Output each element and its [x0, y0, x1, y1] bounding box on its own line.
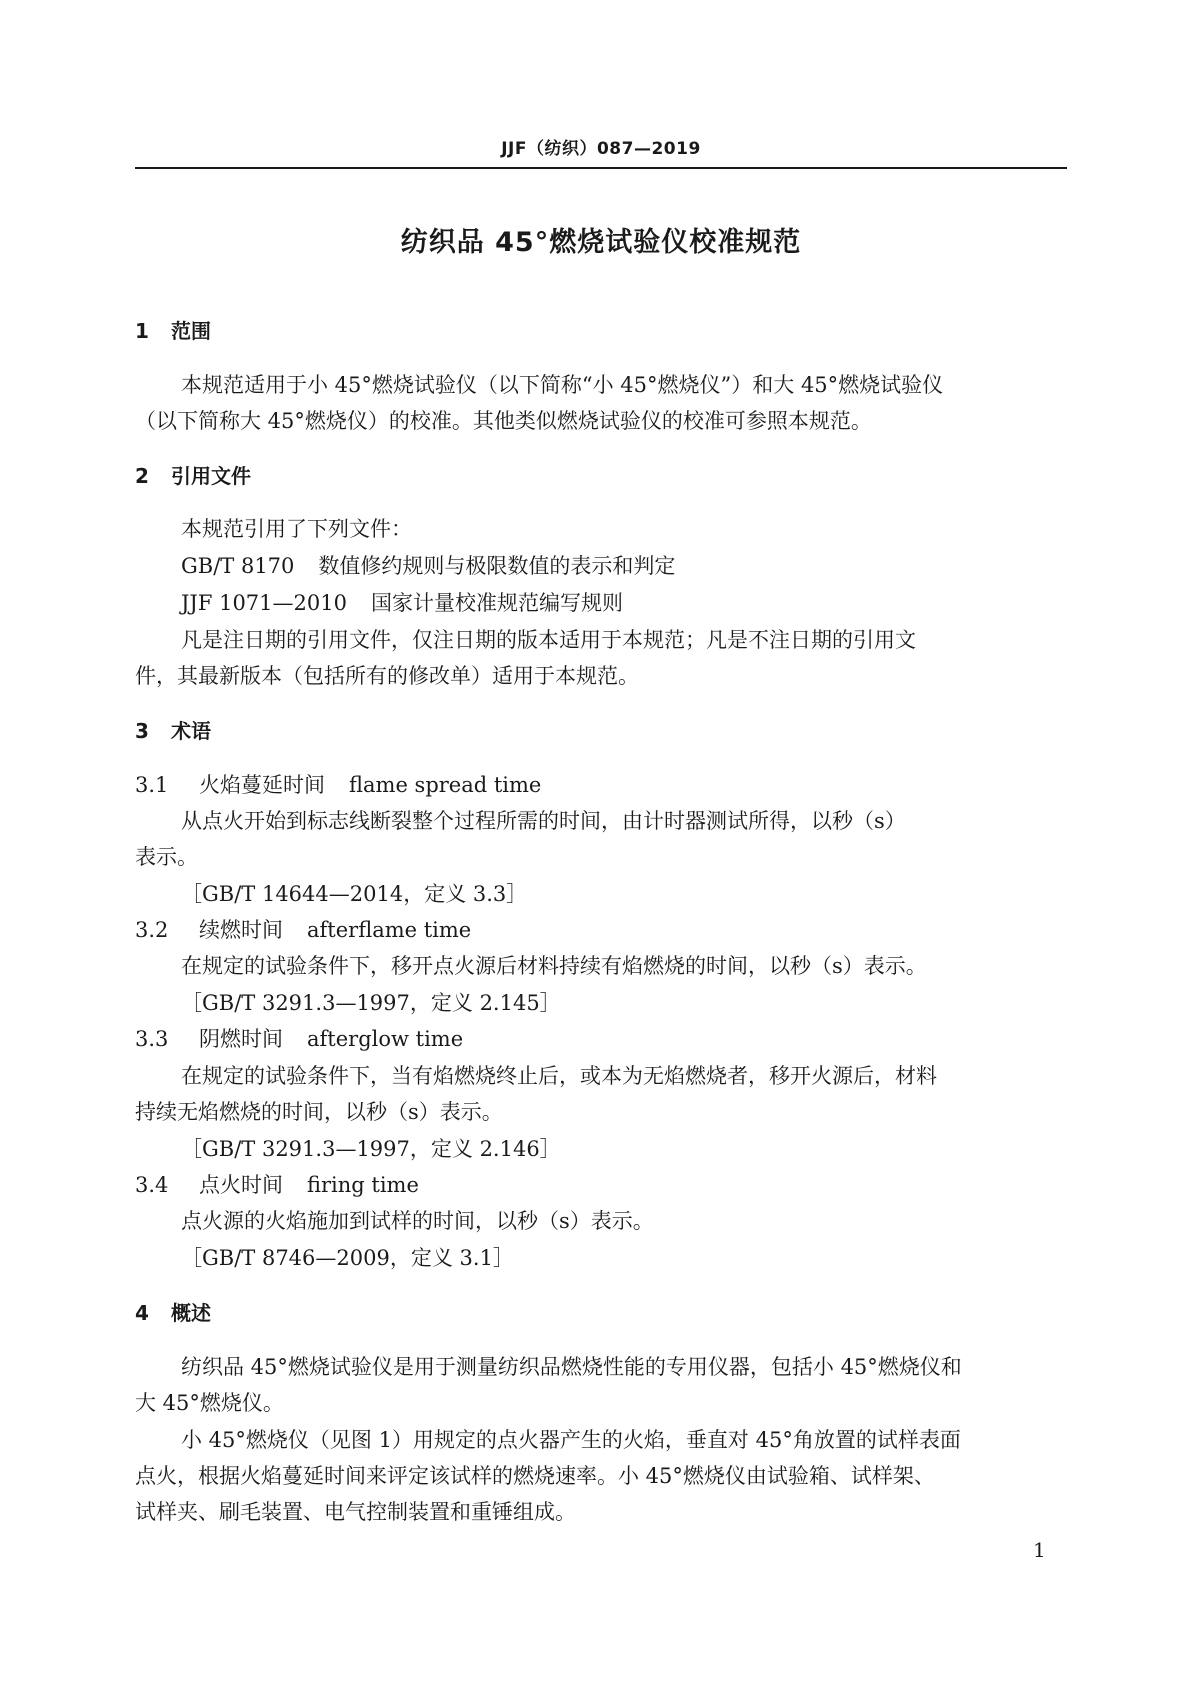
reference-title: 数值修约规则与极限数值的表示和判定	[318, 554, 676, 578]
section-title: 引用文件	[171, 464, 251, 488]
term-definition-line: 在规定的试验条件下，当有焰燃烧终止后，或本为无焰燃烧者，移开火源后，材料	[181, 1064, 937, 1088]
term-number: 3.4	[135, 1173, 169, 1197]
section-heading-overview	[135, 1298, 211, 1328]
term-source: ［GB/T 3291.3—1997，定义 2.146］	[181, 1137, 561, 1161]
section-heading-references	[135, 461, 251, 491]
term-source: ［GB/T 14644—2014，定义 3.3］	[181, 882, 528, 906]
term-number: 3.2	[135, 918, 169, 942]
term-name: 点火时间	[199, 1173, 283, 1197]
header-rule	[135, 167, 1067, 169]
paragraph-line: 纺织品 45°燃烧试验仪是用于测量纺织品燃烧性能的专用仪器，包括小 45°燃烧仪和	[181, 1355, 962, 1379]
section-number: 3	[135, 719, 149, 743]
section-number: 2	[135, 464, 149, 488]
document-code-header: JJF（纺织）087—2019	[501, 139, 701, 159]
term-heading	[135, 1024, 463, 1054]
term-definition-line: 从点火开始到标志线断裂整个过程所需的时间，由计时器测试所得，以秒（s）	[181, 809, 906, 833]
paragraph-line: 件，其最新版本（包括所有的修改单）适用于本规范。	[135, 664, 639, 688]
section-title: 术语	[171, 719, 211, 743]
term-definition-line: 点火源的火焰施加到试样的时间，以秒（s）表示。	[181, 1209, 654, 1233]
term-name: 续燃时间	[199, 918, 283, 942]
paragraph-line: 凡是注日期的引用文件，仅注日期的版本适用于本规范；凡是不注日期的引用文	[181, 628, 916, 652]
section-heading-terms	[135, 716, 211, 746]
paragraph-line: 本规范适用于小 45°燃烧试验仪（以下简称“小 45°燃烧仪”）和大 45°燃烧试验仪	[181, 373, 944, 397]
term-definition-line: 表示。	[135, 845, 198, 869]
term-english: flame spread time	[349, 773, 542, 797]
term-definition-line: 持续无焰燃烧的时间，以秒（s）表示。	[135, 1100, 503, 1124]
page-number: 1	[1033, 1538, 1046, 1562]
term-heading	[135, 915, 471, 945]
paragraph-line: 试样夹、刷毛装置、电气控制装置和重锤组成。	[135, 1500, 576, 1524]
paragraph-line: （以下简称大 45°燃烧仪）的校准。其他类似燃烧试验仪的校准可参照本规范。	[135, 409, 872, 433]
section-number: 4	[135, 1301, 149, 1325]
section-title: 概述	[171, 1301, 211, 1325]
reference-code: JJF 1071—2010	[181, 591, 347, 615]
term-english: firing time	[307, 1173, 419, 1197]
term-source: ［GB/T 8746—2009，定义 3.1］	[181, 1246, 514, 1270]
term-name: 火焰蔓延时间	[199, 773, 325, 797]
term-number: 3.1	[135, 773, 169, 797]
paragraph-line: 大 45°燃烧仪。	[135, 1391, 284, 1415]
term-name: 阴燃时间	[199, 1027, 283, 1051]
paragraph-line: 点火，根据火焰蔓延时间来评定该试样的燃烧速率。小 45°燃烧仪由试验箱、试样架、	[135, 1464, 935, 1488]
term-number: 3.3	[135, 1027, 169, 1051]
document-title: 纺织品 45°燃烧试验仪校准规范	[400, 227, 802, 258]
paragraph-line: 小 45°燃烧仪（见图 1）用规定的点火器产生的火焰，垂直对 45°角放置的试样表面	[181, 1428, 961, 1452]
reference-code: GB/T 8170	[181, 554, 295, 578]
term-heading	[135, 1170, 419, 1200]
section-heading-scope	[135, 316, 211, 346]
term-source: ［GB/T 3291.3—1997，定义 2.145］	[181, 991, 561, 1015]
reference-title: 国家计量校准规范编写规则	[370, 591, 623, 615]
paragraph-line: 本规范引用了下列文件：	[181, 517, 412, 541]
term-english: afterflame time	[307, 918, 472, 942]
term-english: afterglow time	[307, 1027, 464, 1051]
term-definition-line: 在规定的试验条件下，移开点火源后材料持续有焰燃烧的时间，以秒（s）表示。	[181, 954, 927, 978]
term-heading	[135, 770, 541, 800]
section-title: 范围	[171, 319, 211, 343]
section-number: 1	[135, 319, 149, 343]
reference-entry	[181, 588, 623, 618]
reference-entry	[181, 551, 675, 581]
